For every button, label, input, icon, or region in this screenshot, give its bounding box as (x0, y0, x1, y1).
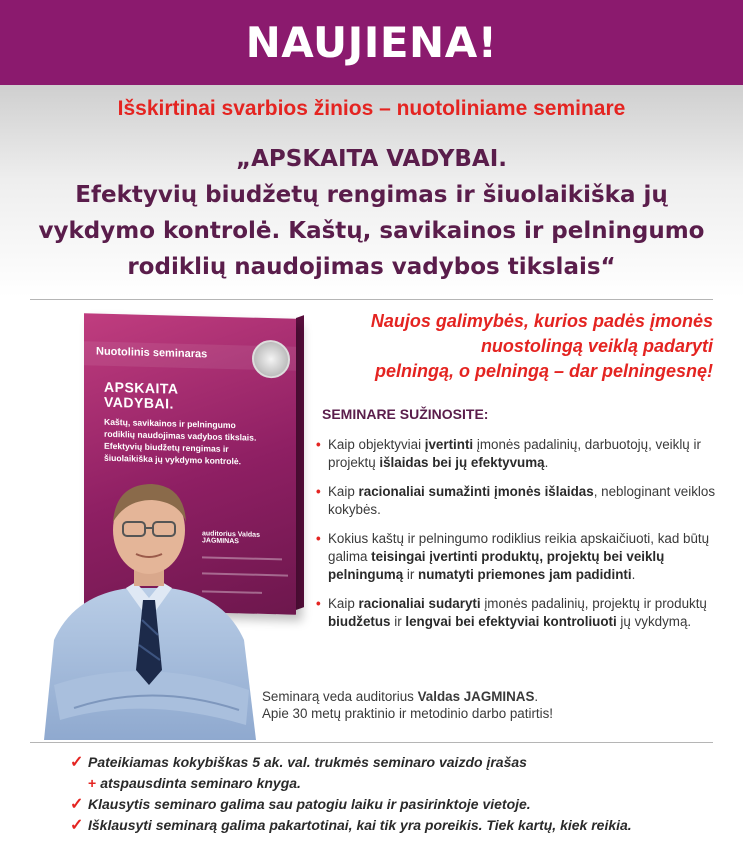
learn-heading: SEMINARE SUŽINOSITE: (322, 406, 489, 422)
check-mark-icon: ✓ (70, 754, 84, 771)
presenter-photo (34, 470, 264, 740)
seal-icon (252, 340, 290, 379)
book-desc-line: Kaštų, savikainos ir pelningumo (104, 416, 236, 431)
book-author: auditorius Valdas JAGMINAS (202, 530, 260, 546)
lead-line: Naujos galimybės, kurios padės įmonės (370, 311, 713, 331)
book-title (104, 380, 179, 412)
plus-icon: + (88, 775, 97, 791)
presenter-line: Apie 30 metų praktinio ir metodinio darbo patirtis! (262, 706, 554, 721)
main-title-line: rodiklių naudojimas vadybos tikslais“ (127, 254, 616, 280)
book-description (104, 416, 294, 469)
header (0, 85, 743, 297)
presenter-info (262, 688, 553, 722)
book-desc-line: šiuolaikiška jų vykdymo kontrolė. (104, 452, 242, 467)
offer-item: ✓ Pateikiamas kokybiškas 5 ak. val. trukmės seminaro vaizdo įrašas (70, 754, 527, 771)
offer-item: ✓ Klausytis seminaro galima sau patogiu laiku ir pasirinktoje vietoje. (70, 796, 531, 813)
list-item: • Kokius kaštų ir pelningumo rodiklius reikia apskaičiuoti, kad būtų galima teisingai įvertinti produktų, projektų bei veiklų pelningumą ir numatyti priemones jam padidinti. (316, 530, 716, 584)
main-title-line: „APSKAITA VADYBAI. (236, 146, 507, 172)
divider-bottom (30, 742, 713, 743)
presenter-line: Seminarą veda auditorius Valdas JAGMINAS. (262, 689, 539, 704)
main-title (20, 141, 723, 285)
main-title-line: vykdymo kontrolė. Kaštų, savikainos ir pelningumo (38, 218, 705, 244)
divider-top (30, 299, 713, 300)
list-item: • Kaip objektyviai įvertinti įmonės padalinių, darbuotojų, veiklų ir projektų išlaidas bei jų efektyvumą. (316, 436, 716, 472)
learn-list (316, 436, 716, 642)
main-title-line: Efektyvių biudžetų rengimas ir šiuolaikiška jų (75, 182, 668, 208)
book-title-line: VADYBAI. (104, 393, 174, 412)
lead-line: nuostolingą veiklą padaryti (480, 336, 713, 356)
subtitle: Išskirtinai svarbios žinios – nuotoliniame seminare (117, 97, 626, 120)
check-mark-icon: ✓ (70, 817, 84, 834)
list-item: • Kaip racionaliai sumažinti įmonės išlaidas, nebloginant veiklos kokybės. (316, 483, 716, 519)
lead-line: pelningą, o pelningą – dar pelningesnę! (374, 361, 713, 381)
banner (0, 0, 743, 85)
lead-text (313, 309, 713, 384)
book-kind: Nuotolinis seminaras (96, 345, 208, 361)
offer-plus-item: + atspausdinta seminaro knyga. (88, 775, 301, 791)
offers-list (70, 752, 710, 836)
book-spine (296, 315, 304, 610)
book-desc-line: rodiklių naudojimas vadybos tikslais. (104, 428, 257, 443)
list-item: • Kaip racionaliai sudaryti įmonės padalinių, projektų ir produktų biudžetus ir lengvai bei efektyviai kontroliuoti jų vykdymą. (316, 595, 716, 631)
offer-item: ✓ Išklausyti seminarą galima pakartotinai, kai tik yra poreikis. Tiek kartų, kiek reikia. (70, 817, 632, 834)
book-title-line: APSKAITA (104, 378, 179, 397)
book-desc-line: Efektyvių biudžetų rengimas ir (104, 440, 229, 455)
banner-title: NAUJIENA! (245, 18, 498, 67)
check-mark-icon: ✓ (70, 796, 84, 813)
